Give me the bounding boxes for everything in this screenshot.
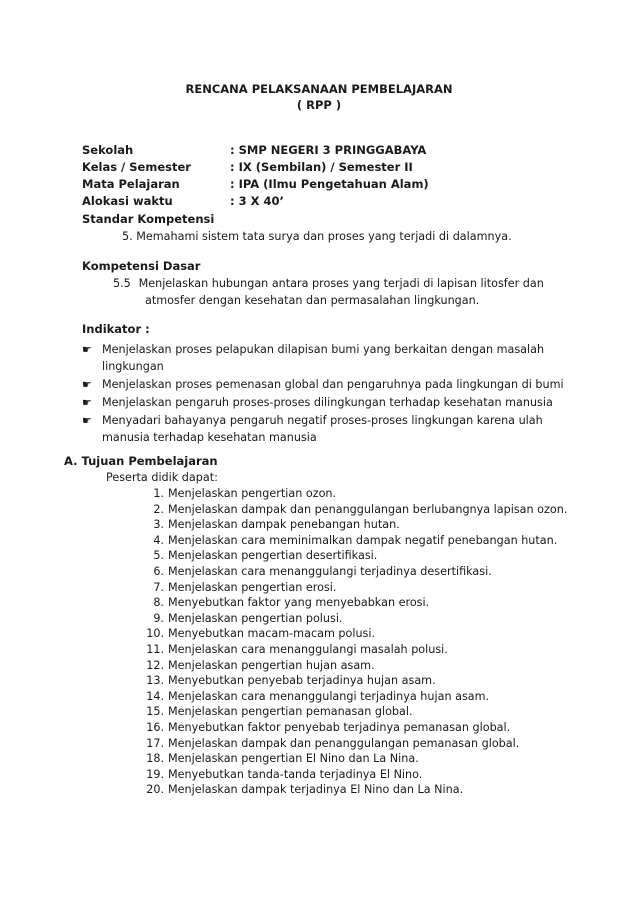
tujuan-text: Menjelaskan cara menanggulangi terjadinya hujan asam. xyxy=(168,689,490,703)
tujuan-number: 1. xyxy=(153,487,164,500)
pointing-hand-icon: ☛ xyxy=(82,396,92,409)
tujuan-text: Menyebutkan faktor penyebab terjadinya pemanasan global. xyxy=(168,720,511,734)
pointing-hand-icon: ☛ xyxy=(82,414,92,427)
identity-row-alokasi xyxy=(82,193,429,210)
tujuan-text: Menjelaskan pengertian desertifikasi. xyxy=(168,549,378,563)
list-item xyxy=(142,533,567,549)
tujuan-number: 13. xyxy=(146,674,164,688)
document-title xyxy=(0,81,638,113)
title-main: RENCANA PELAKSANAAN PEMBELAJARAN xyxy=(185,82,453,96)
indikator-list xyxy=(82,341,582,446)
list-item xyxy=(142,689,567,705)
tujuan-number: 3. xyxy=(153,518,164,532)
tujuan-number: 10. xyxy=(146,627,164,641)
list-item xyxy=(82,394,582,411)
kompetensi-dasar-section xyxy=(82,258,544,309)
list-item xyxy=(142,486,567,502)
tujuan-number: 5. xyxy=(153,549,164,563)
list-item xyxy=(142,720,567,736)
tujuan-number: 6. xyxy=(153,564,164,578)
tujuan-text: Menyebutkan penyebab terjadinya hujan asam. xyxy=(168,674,436,688)
tujuan-text: Menjelaskan cara menanggulangi terjadinya desertifikasi. xyxy=(168,564,492,578)
tujuan-text: Menjelaskan pengertian ozon. xyxy=(168,487,337,500)
kompetensi-dasar-text xyxy=(82,275,544,309)
pointing-hand-icon: ☛ xyxy=(82,378,92,391)
kompetensi-dasar-number: 5.5 xyxy=(113,277,131,290)
tujuan-number: 14. xyxy=(146,689,164,703)
tujuan-text: Menjelaskan cara menanggulangi masalah polusi. xyxy=(168,642,448,656)
list-item xyxy=(82,376,582,393)
tujuan-number: 2. xyxy=(153,502,164,516)
list-item xyxy=(142,611,567,627)
list-item xyxy=(142,658,567,674)
list-item xyxy=(142,673,567,689)
kompetensi-dasar-line2: atmosfer dengan kesehatan dan permasalahan lingkungan. xyxy=(145,294,480,307)
list-item xyxy=(142,580,567,596)
indikator-section xyxy=(82,321,582,447)
list-item xyxy=(142,548,567,564)
list-item xyxy=(142,782,567,798)
pointing-hand-icon: ☛ xyxy=(82,343,92,356)
tujuan-number: 17. xyxy=(146,736,164,750)
identity-label: Mata Pelajaran xyxy=(82,177,180,191)
tujuan-number: 12. xyxy=(146,658,164,672)
list-item xyxy=(142,595,567,611)
tujuan-number: 15. xyxy=(146,705,164,719)
tujuan-text: Menjelaskan dampak dan penanggulangan berlubangnya lapisan ozon. xyxy=(168,502,568,516)
standar-kompetensi-text: 5. Memahami sistem tata surya dan proses yang terjadi di dalamnya. xyxy=(122,230,512,243)
tujuan-text: Menyebutkan macam-macam polusi. xyxy=(168,627,376,641)
identity-row-mapel xyxy=(82,176,429,193)
tujuan-number: 7. xyxy=(153,580,164,594)
identity-label: Kelas / Semester xyxy=(82,160,191,174)
standar-kompetensi-heading: Standar Kompetensi xyxy=(82,212,215,226)
tujuan-number: 20. xyxy=(146,783,164,797)
identity-label: Sekolah xyxy=(82,143,134,157)
identity-row-sekolah xyxy=(82,142,429,159)
tujuan-number: 18. xyxy=(146,752,164,766)
identity-value: : 3 X 40’ xyxy=(230,194,284,208)
tujuan-text: Menjelaskan dampak penebangan hutan. xyxy=(168,518,400,532)
list-item xyxy=(142,751,567,767)
list-item xyxy=(142,704,567,720)
identity-row-kelas xyxy=(82,159,429,176)
list-item xyxy=(82,412,582,446)
identity-value: : IPA (Ilmu Pengetahuan Alam) xyxy=(230,177,429,191)
list-item xyxy=(142,736,567,752)
tujuan-number: 9. xyxy=(153,611,164,625)
list-item xyxy=(142,642,567,658)
kompetensi-dasar-line1: Menjelaskan hubungan antara proses yang terjadi di lapisan litosfer dan xyxy=(138,277,544,290)
list-item xyxy=(142,564,567,580)
standar-kompetensi-section xyxy=(82,211,512,245)
tujuan-number: 11. xyxy=(146,642,164,656)
identity-table xyxy=(82,142,429,210)
tujuan-text: Menjelaskan cara meminimalkan dampak negatif penebangan hutan. xyxy=(168,533,558,547)
indikator-heading: Indikator : xyxy=(82,322,150,336)
tujuan-text: Menjelaskan pengertian hujan asam. xyxy=(168,658,375,672)
list-item xyxy=(142,767,567,783)
tujuan-list xyxy=(64,486,567,798)
list-item xyxy=(142,517,567,533)
indikator-text: Menjelaskan proses pemenasan global dan pengaruhnya pada lingkungan di bumi xyxy=(102,378,564,391)
tujuan-number: 19. xyxy=(146,767,164,781)
title-sub: ( RPP ) xyxy=(296,98,342,112)
tujuan-number: 16. xyxy=(146,720,164,734)
list-item xyxy=(142,626,567,642)
identity-value: : SMP NEGERI 3 PRINGGABAYA xyxy=(230,143,427,157)
tujuan-text: Menjelaskan dampak dan penanggulangan pemanasan global. xyxy=(168,736,520,750)
tujuan-text: Menjelaskan dampak terjadinya El Nino dan La Nina. xyxy=(168,783,464,797)
tujuan-section xyxy=(64,453,567,798)
kompetensi-dasar-heading: Kompetensi Dasar xyxy=(82,259,201,273)
tujuan-text: Menjelaskan pengertian erosi. xyxy=(168,580,337,594)
tujuan-intro: Peserta didik dapat: xyxy=(106,471,218,484)
indikator-text: Menjelaskan pengaruh proses-proses dilingkungan terhadap kesehatan manusia xyxy=(102,396,553,409)
tujuan-text: Menjelaskan pengertian polusi. xyxy=(168,611,343,625)
tujuan-text: Menjelaskan pengertian pemanasan global. xyxy=(168,705,413,719)
indikator-text: Menjelaskan proses pelapukan dilapisan bumi yang berkaitan dengan masalah lingkungan xyxy=(102,343,545,373)
tujuan-number: 8. xyxy=(153,596,164,610)
indikator-text: Menyadari bahayanya pengaruh negatif proses-proses lingkungan karena ulah manusia terhadap kesehatan manusia xyxy=(102,414,543,444)
tujuan-text: Menjelaskan pengertian El Nino dan La Nina. xyxy=(168,752,419,766)
tujuan-heading: A. Tujuan Pembelajaran xyxy=(64,454,218,468)
list-item xyxy=(82,341,582,375)
identity-label: Alokasi waktu xyxy=(82,194,173,208)
list-item xyxy=(142,502,567,518)
tujuan-text: Menyebutkan faktor yang menyebabkan erosi. xyxy=(168,596,430,610)
tujuan-text: Menyebutkan tanda-tanda terjadinya El Nino. xyxy=(168,767,423,781)
tujuan-number: 4. xyxy=(153,533,164,547)
identity-value: : IX (Sembilan) / Semester II xyxy=(230,160,413,174)
